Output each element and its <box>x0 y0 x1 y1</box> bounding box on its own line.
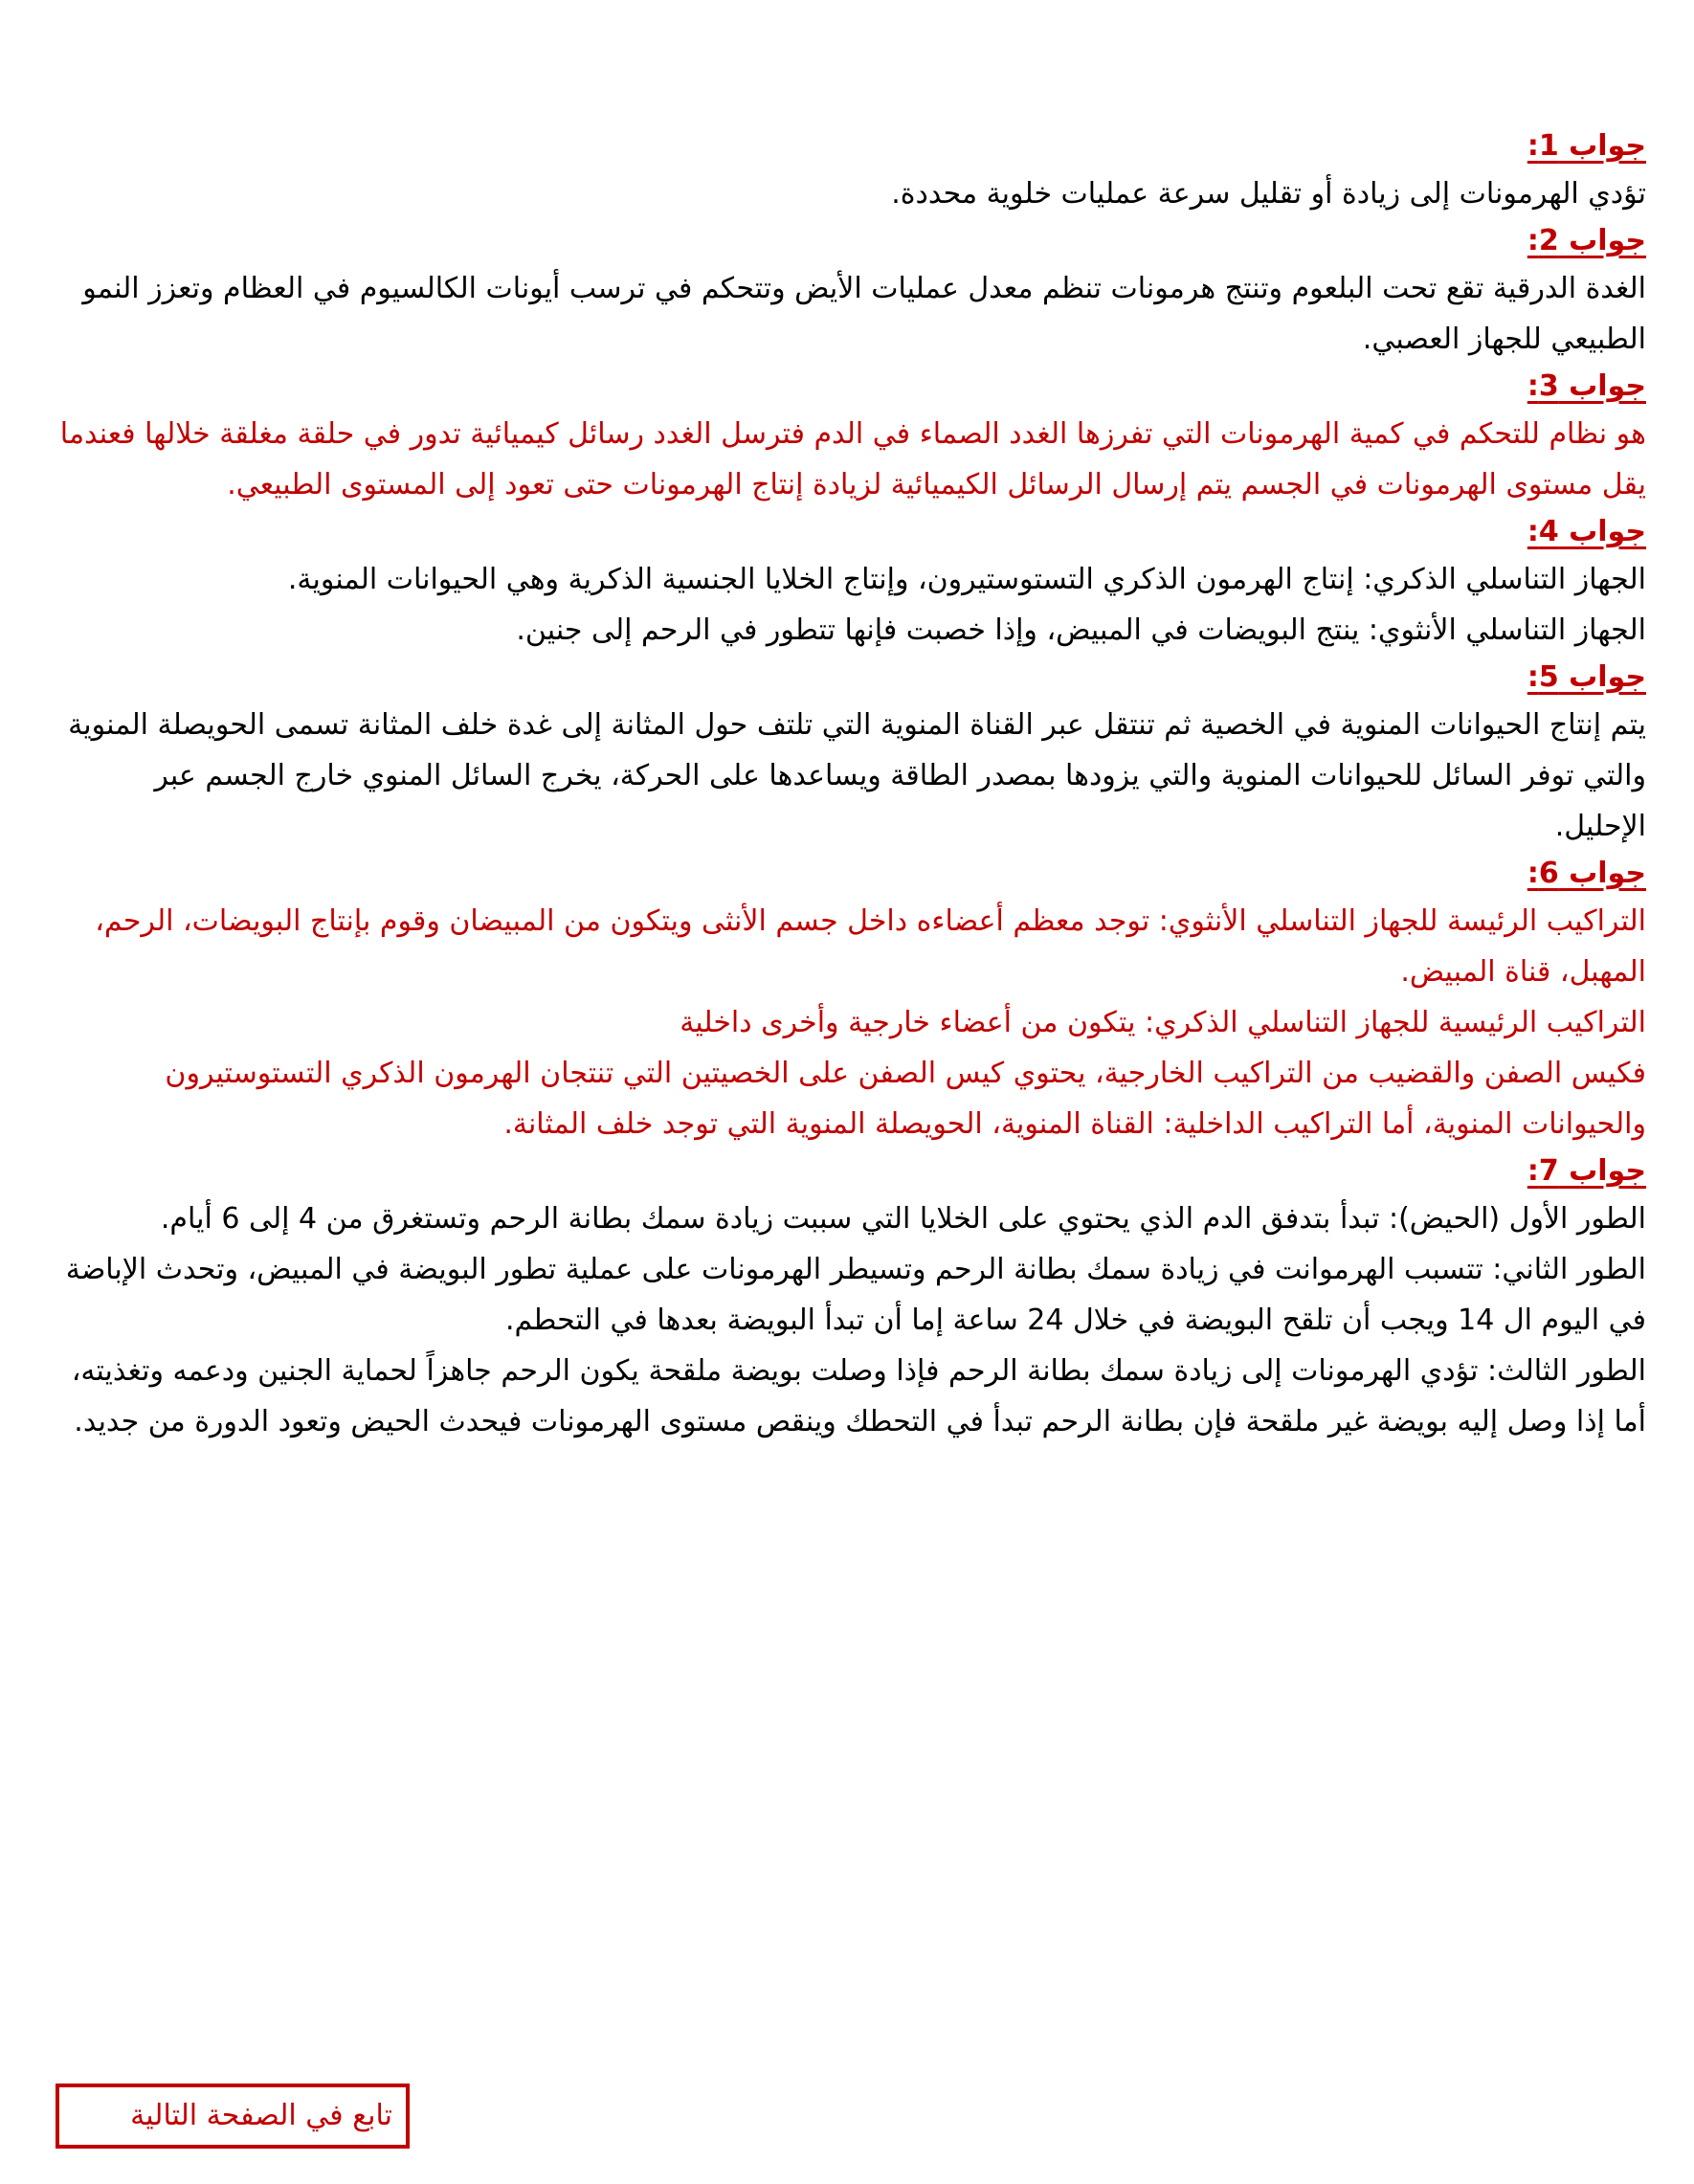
answer-5 <box>57 656 1646 852</box>
answer-2-paragraph-1: الغدة الدرقية تقع تحت البلعوم وتنتج هرمونات تنظم معدل عمليات الأيض وتتحكم في ترسب أيونات الكالسيوم في العظام وتعزز النمو الطبيعي للجهاز العصبي. <box>82 272 1646 356</box>
answer-4-paragraph-2: الجهاز التناسلي الأنثوي: ينتج البويضات في المبيض، وإذا خصبت فإنها تتطور في الرحم إلى جنين. <box>516 613 1646 647</box>
answer-7-paragraph-2: الطور الثاني: تتسبب الهرموانت في زيادة سمك بطانة الرحم وتسيطر الهرمونات على عملية تطور البويضة في المبيض، وتحدث الإباضة في اليوم ال 14 ويجب أن تلقح البويضة في خلال 24 ساعة إما أن تبدأ البويضة بعدها في التحطم. <box>65 1253 1646 1337</box>
answer-1-paragraph-1: تؤدي الهرمونات إلى زيادة أو تقليل سرعة عمليات خلوية محددة. <box>891 177 1646 211</box>
answer-6-paragraph-1: التراكيب الرئيسة للجهاز التناسلي الأنثوي: توجد معظم أعضاءه داخل جسم الأنثى ويتكون من المبيضان وقوم بإنتاج البويضات، الرحم، المهبل، قناة المبيض. <box>95 904 1646 989</box>
answer-3-paragraph-1: هو نظام للتحكم في كمية الهرمونات التي تفرزها الغدد الصماء في الدم فترسل الغدد رسائل كيميائية تدور في حلقة مغلقة خلالها فعندما يقل مستوى الهرمونات في الجسم يتم إرسال الرسائل الكيميائية لزيادة إنتاج الهرمونات حتى تعود إلى المستوى الطبيعي. <box>59 417 1646 501</box>
answer-2-heading: جواب 2: <box>1527 224 1646 257</box>
continue-next-page-box <box>56 2084 410 2149</box>
answer-2 <box>57 219 1646 365</box>
answer-3 <box>57 365 1646 510</box>
answer-6-paragraph-2: التراكيب الرئيسية للجهاز التناسلي الذكري: يتكون من أعضاء خارجية وأخرى داخلية <box>680 1006 1646 1039</box>
answer-7-heading: جواب 7: <box>1527 1154 1646 1188</box>
answer-1 <box>57 124 1646 219</box>
answer-7-paragraph-1: الطور الأول (الحيض): تبدأ بتدفق الدم الذي يحتوي على الخلايا التي سببت زيادة سمك بطانة الرحم وتستغرق من 4 إلى 6 أيام. <box>160 1202 1646 1236</box>
answer-4-heading: جواب 4: <box>1527 515 1646 548</box>
answer-7-paragraph-3: الطور الثالث: تؤدي الهرمونات إلى زيادة سمك بطانة الرحم فإذا وصلت بويضة ملقحة يكون الرحم جاهزاً لحماية الجنين ودعمه وتغذيته، أما إذا وصل إليه بويضة غير ملقحة فإن بطانة الرحم تبدأ في التحطك وينقص مستوى الهرمونات فيحدث الحيض وتعود الدورة من جديد. <box>71 1354 1646 1438</box>
answer-4 <box>57 510 1646 656</box>
answer-5-heading: جواب 5: <box>1527 660 1646 694</box>
answer-6-paragraph-3: فكيس الصفن والقضيب من التراكيب الخارجية، يحتوي كيس الصفن على الخصيتين التي تنتجان الهرمون الذكري التستوستيرون والحيوانات المنوية، أما التراكيب الداخلية: القناة المنوية، الحويصلة المنوية التي توجد خلف المثانة. <box>165 1057 1646 1141</box>
answer-4-paragraph-1: الجهاز التناسلي الذكري: إنتاج الهرمون الذكري التستوستيرون، وإنتاج الخلايا الجنسية الذكرية وهي الحيوانات المنوية. <box>287 563 1646 596</box>
answer-7 <box>57 1149 1646 1447</box>
answer-6 <box>57 852 1646 1149</box>
answer-5-paragraph-1: يتم إنتاج الحيوانات المنوية في الخصية ثم تنتقل عبر القناة المنوية التي تلتف حول المثانة إلى غدة خلف المثانة تسمى الحويصلة المنوية والتي توفر السائل للحيوانات المنوية والتي يزودها بمصدر الطاقة ويساعدها على الحركة، يخرج السائل المنوي خارج الجسم عبر الإحليل. <box>68 708 1646 843</box>
answers-section <box>57 124 1646 1447</box>
answer-6-heading: جواب 6: <box>1527 857 1646 890</box>
answer-1-heading: جواب 1: <box>1527 129 1646 163</box>
continue-next-page-label: تابع في الصفحة التالية <box>130 2099 392 2132</box>
answer-3-heading: جواب 3: <box>1527 369 1646 403</box>
